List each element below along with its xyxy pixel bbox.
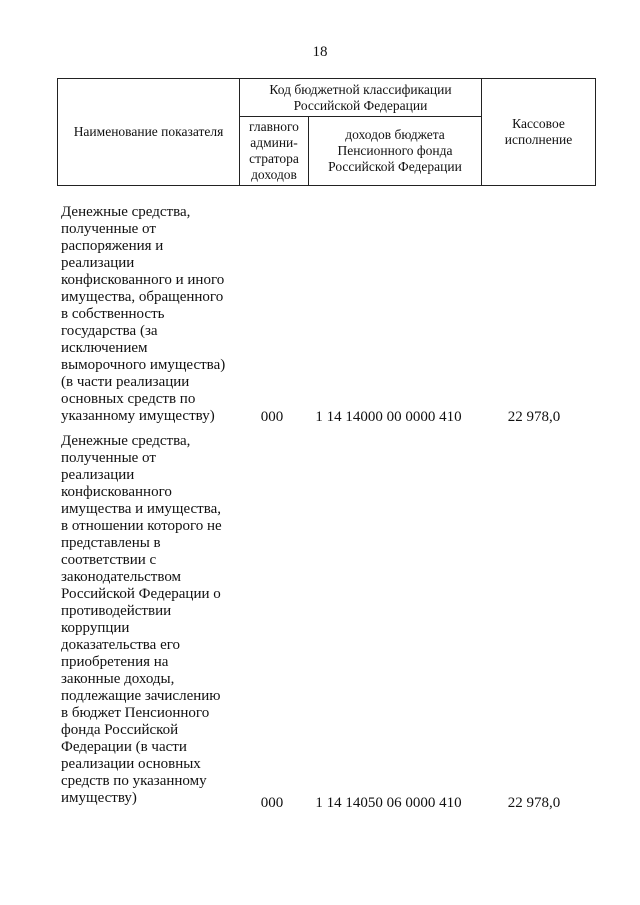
row-admin-code: 000: [260, 795, 284, 811]
header-income-text: доходов бюджета Пенсионного фонда Российской Федерации: [328, 127, 462, 175]
header-admin-text: главного админи-стратора доходов: [249, 119, 299, 183]
header-cash-text: Кассовое исполнение: [504, 116, 573, 147]
row-amount: 22 978,0: [507, 795, 561, 811]
page-number: 18: [312, 44, 328, 60]
row-income-code: 1 14 14050 06 0000 410: [315, 795, 462, 811]
row-amount: 22 978,0: [507, 409, 561, 425]
header-admin: [240, 117, 309, 186]
table-header: [57, 78, 596, 186]
row-admin-code: 000: [260, 409, 284, 425]
header-cash: [482, 79, 596, 186]
row-name: Денежные средства, полученные от распоряжения и реализации конфискованного и иного имущества, обращенного в собственность государства (за исключением выморочного имущества) (в части реализации основных средств по указанному имуществу): [61, 204, 226, 424]
header-income: [309, 117, 482, 186]
header-name: Наименование показателя: [58, 79, 240, 186]
header-code-group: [240, 79, 482, 117]
row-income-code: 1 14 14000 00 0000 410: [315, 409, 462, 425]
row-name: Денежные средства, полученные от реализации конфискованного имущества и имущества, в отношении которого не представлены в соответствии с законодательством Российской Федерации о противодействии коррупции доказательства его приобретения на законные доходы, подлежащие зачислению в бюджет Пенсионного фонда Российской Федерации (в части реализации основных средств по указанному имуществу): [61, 433, 222, 806]
header-code-group-text: Код бюджетной классификации Российской Федерации: [269, 81, 452, 113]
